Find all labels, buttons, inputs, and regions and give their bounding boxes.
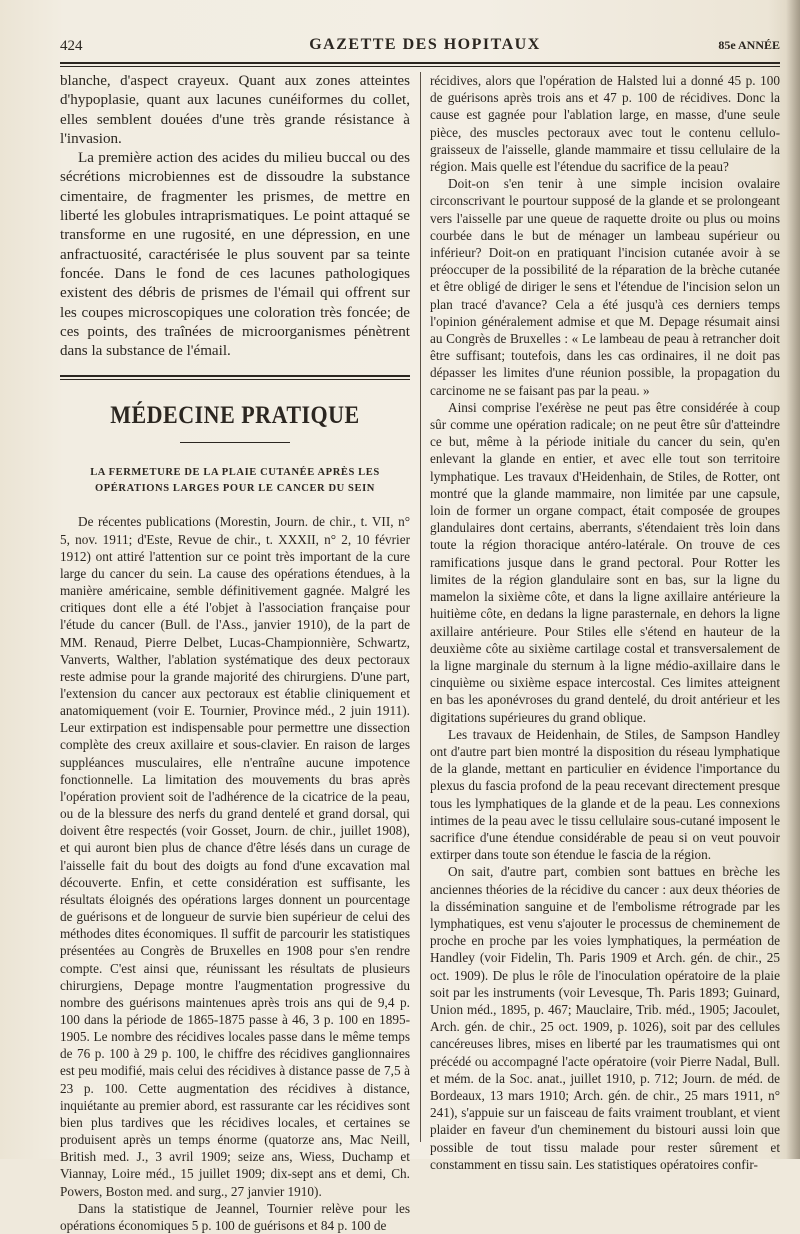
paragraph: Les travaux de Heidenhain, de Stiles, de Sampson Handley ont d'autre part bien montré la disposition du réseau lymphatique de la glande, mettant en particulier en évidence l'importance du plexus du fascia profond de la peau recevant directement presque tous les lymphatiques de la glande et de la peau. Les connexions intimes de la peau avec le tissu cellulaire sous-cutané imposent le sacrifice d'une étendue considérable de peau si on veut pouvoir extirper dans toute son étendue le fascia de la région. xyxy=(430,726,780,863)
header-rule xyxy=(60,62,780,64)
page-number: 424 xyxy=(60,38,83,54)
section-title: MÉDECINE PRATIQUE xyxy=(110,400,360,430)
article-body xyxy=(60,513,410,1234)
right-column xyxy=(430,72,780,1173)
previous-article-end xyxy=(60,72,410,361)
year-label: 85e ANNÉE xyxy=(718,38,780,52)
paragraph: Dans la statistique de Jeannel, Tournier relève pour les opérations économiques 5 p. 100 de guérisons et 84 p. 100 de xyxy=(60,1200,410,1233)
paragraph: récidives, alors que l'opération de Halsted lui a donné 45 p. 100 de guérisons après trois ans et 47 p. 100 de récidives. Donc la cause est gagnée pour l'ablation large, en masse, d'une seule pièce, des muscles pectoraux avec tout le contenu cellulo-graisseux de l'aisselle, glande mammaire et tissu cellulaire de la région. Mais quelle est l'étendue du sacrifice de la peau? xyxy=(430,73,780,175)
page-header xyxy=(60,34,780,60)
column-divider xyxy=(420,72,421,1142)
header-rule-thin xyxy=(60,66,780,67)
paragraph: blanche, d'aspect crayeux. Quant aux zones atteintes d'hypoplasie, quant aux lacunes cunéiformes du collet, elles semblent douées d'une très grande résistance à l'invasion. xyxy=(60,73,410,147)
page-edge-shadow xyxy=(786,0,800,1159)
paragraph: Doit-on s'en tenir à une simple incision ovalaire circonscrivant le pourtour supposé de la glande et se prolongeant vers l'aisselle par une queue de raquette droite ou plus ou moins courbée dans le but de ménager un lambeau supérieur ou inférieur? Doit-on en pratiquant l'incision cutanée avoir à se préoccuper de la possibilité de la réparation de la brèche cutanée et être obligé de diriger le sens et l'étendue de l'incision selon un plan tracé d'avance? Cela a été jusqu'à ces derniers temps l'opinion généralement admise et que M. Depage résumait ainsi au Congrès de Bruxelles : « Le lambeau de peau à retrancher doit être suffisant; toutefois, dans les cas ordinaires, il ne doit pas dépasser les limites d'une réunion possible, la propagation du carcinome ne se faisant pas par la peau. » xyxy=(430,176,780,398)
paragraph: De récentes publications (Morestin, Journ. de chir., t. VII, n° 5, nov. 1911; d'Este, Revue de chir., t. XXXII, n° 2, 10 février 1912) ont attiré l'attention sur ce point très important de la cure large du cancer du sein. La cause des opérations étendues, à la manière américaine, semble définitivement gagnée. Malgré les critiques dont elle a été l'objet à l'association française pour l'étude du cancer (Bull. de l'Ass., janvier 1910), de la part de MM. Renaud, Pierre Delbet, Lucas-Championnière, Schwartz, Vanverts, Walther, l'ablation systématique des deux pectoraux reste admise pour la grande majorité des chirurgiens. D'une part, l'extension du cancer aux pectoraux est établie cliniquement et anatomiquement (voir E. Tournier, Province méd., 2 juin 1911). Leur extirpation est indispensable pour permettre une dissection complète des creux axillaire et sous-clavier. En raison de larges suppléances musculaires, elle n'entraîne aucune impotence fonctionnelle. La limitation des mouvements du bras après l'opération provient soit de l'adhérence de la cicatrice de la peau, ou de la blessure des nerfs du grand dentelé et grand dorsal, qui doivent être respectés (voir Gosset, Journ. de chir., juillet 1908), et qui auront bien plus de chance d'être lésés dans un curage de l'aisselle fait du bout des doigts au fond d'une excavation mal découverte. Enfin, et cette considération est suffisante, les résultats éloignés des opérations larges donnent un pourcentage de guérisons et de longueur de survie bien supérieur de celui des méthodes dites économiques. Il suffit de parcourir les statistiques présentées au Congrès de Bruxelles en 1908 pour s'en rendre compte. C'est ainsi que, réunissant les résultats de plusieurs chirurgiens, Depage montre l'augmentation progressive du nombre des guérisons maintenues après trois ans qui de 9,4 p. 100 dans la période de 1865-1875 passe à 46, 3 p. 100 en 1895-1905. Le nombre des récidives locales passe dans le même temps de 76 p. 100 à 29 p. 100, le chiffre des récidives ganglionnaires est peu modifié, mais celui des récidives à distance passe de 7,5 à 23 p. 100. Cette augmentation des récidives à distance, inquiétante au premier abord, est rassurante car les récidives sont bien plus tardives que les récidives locales, et certaines se produisent après un temps énorme (quatorze ans, Mac Neill, British med. J., 3 avril 1909; seize ans, Wiess, Duchamp et Viannay, Loire méd., 15 juillet 1909; dix-sept ans et demi, Ch. Powers, Boston med. and surg., 27 janvier 1910). xyxy=(60,514,410,1199)
paragraph: On sait, d'autre part, combien sont battues en brèche les anciennes théories de la récidive du cancer : aux deux théories de la dissémination sanguine et de l'embolisme rétrograde par les lymphatiques, est venu s'ajouter le processus de cheminement de proche en proche par les voies lymphatiques, la perméation de Handley (voir Fidelin, Th. Paris 1909 et Arch. gén. de chir., 25 oct. 1909). De plus le rôle de l'inoculation opératoire de la plaie soit par les instruments (voir Levesque, Th. Paris 1893; Guinard, Union méd., 1895, p. 467; Mauclaire, Trib. méd., 1905; Jacoulet, Arch. gén. de chir., 25 oct. 1909, p. 1026), soit par des cellules cancéreuses libres, mises en liberté par les traumatismes qui ont précédé ou accompagné l'acte opératoire (voir Pierre Nadal, Bull. et mém. de la Soc. anat., juillet 1910, p. 712; Journ. de méd. de Bordeaux, 13 mars 1910; Arch. gén. de chir., 25 mars 1911, n° 241), s'appuie sur un faisceau de faits vraiment troublant, et vient plaider en faveur d'un cheminement du bistouri aussi loin que possible de tout tissu malade pour rester sûrement et constamment en tissu sain. Les statistiques opératoires confir- xyxy=(430,864,780,1172)
paragraph: Ainsi comprise l'exérèse ne peut pas être considérée à coup sûr comme une opération radicale; on ne peut être sûr d'atteindre ce but, même à la période initiale du cancer du sein, qu'en enlevant la glande en entier, et avec elle tout son territoire lymphatique. Les travaux d'Heidenhain, de Stiles, de Rotter, ont montré que la glande mammaire, non limitée par une capsule, loin de former un organe compact, était composée de groupes glandulaires dont certains, aberrants, s'étendaient très loin dans toute la région thoracique antéro-latérale. On trouve de ces ramifications jusque dans le grand pectoral. Pour Rotter les limites de la région glandulaire sont en bas, sur la ligne du mamelon la sixième côte, et dans la ligne axillaire antérieure la huitième côte, en dedans la ligne parasternale, en dehors la ligne axillaire antérieure. Pour Stiles elle s'étend en hauteur de la deuxième côte au sixième cartilage costal et transversalement de la ligne marginale du sternum à la ligne médio-axillaire dans le cinquième ou sixième espace intercostal. Ces limites atteignent en bas les aponévroses du grand dentelé, du droit antérieur et les digitations supérieures du grand oblique. xyxy=(430,399,780,725)
article-title: LA FERMETURE DE LA PLAIE CUTANÉE APRÈS LES OPÉRATIONS LARGES POUR LE CANCER DU SEIN xyxy=(90,467,380,495)
section-divider xyxy=(60,375,410,380)
paragraph: La première action des acides du milieu buccal ou des sécrétions microbiennes est de dissoudre la substance cimentaire, de fragmenter les prismes, de mettre en liberté les globules intraprismatiques. Le point attaqué se transforme en une rugosité, en une dépression, en une anfractuosité, caractérisée le plus souvent par sa teinte foncée. Dans le fond de ces lacunes pathologiques existent des débris de prismes de l'émail qui offrent sur les coupes microscopiques une coloration très foncée; de ces points, des traînées de microorganismes pénètrent dans la substance de l'émail. xyxy=(60,150,410,360)
journal-title: GAZETTE DES HOPITAUX xyxy=(309,36,541,53)
left-column xyxy=(60,72,410,1234)
title-rule xyxy=(180,442,290,443)
